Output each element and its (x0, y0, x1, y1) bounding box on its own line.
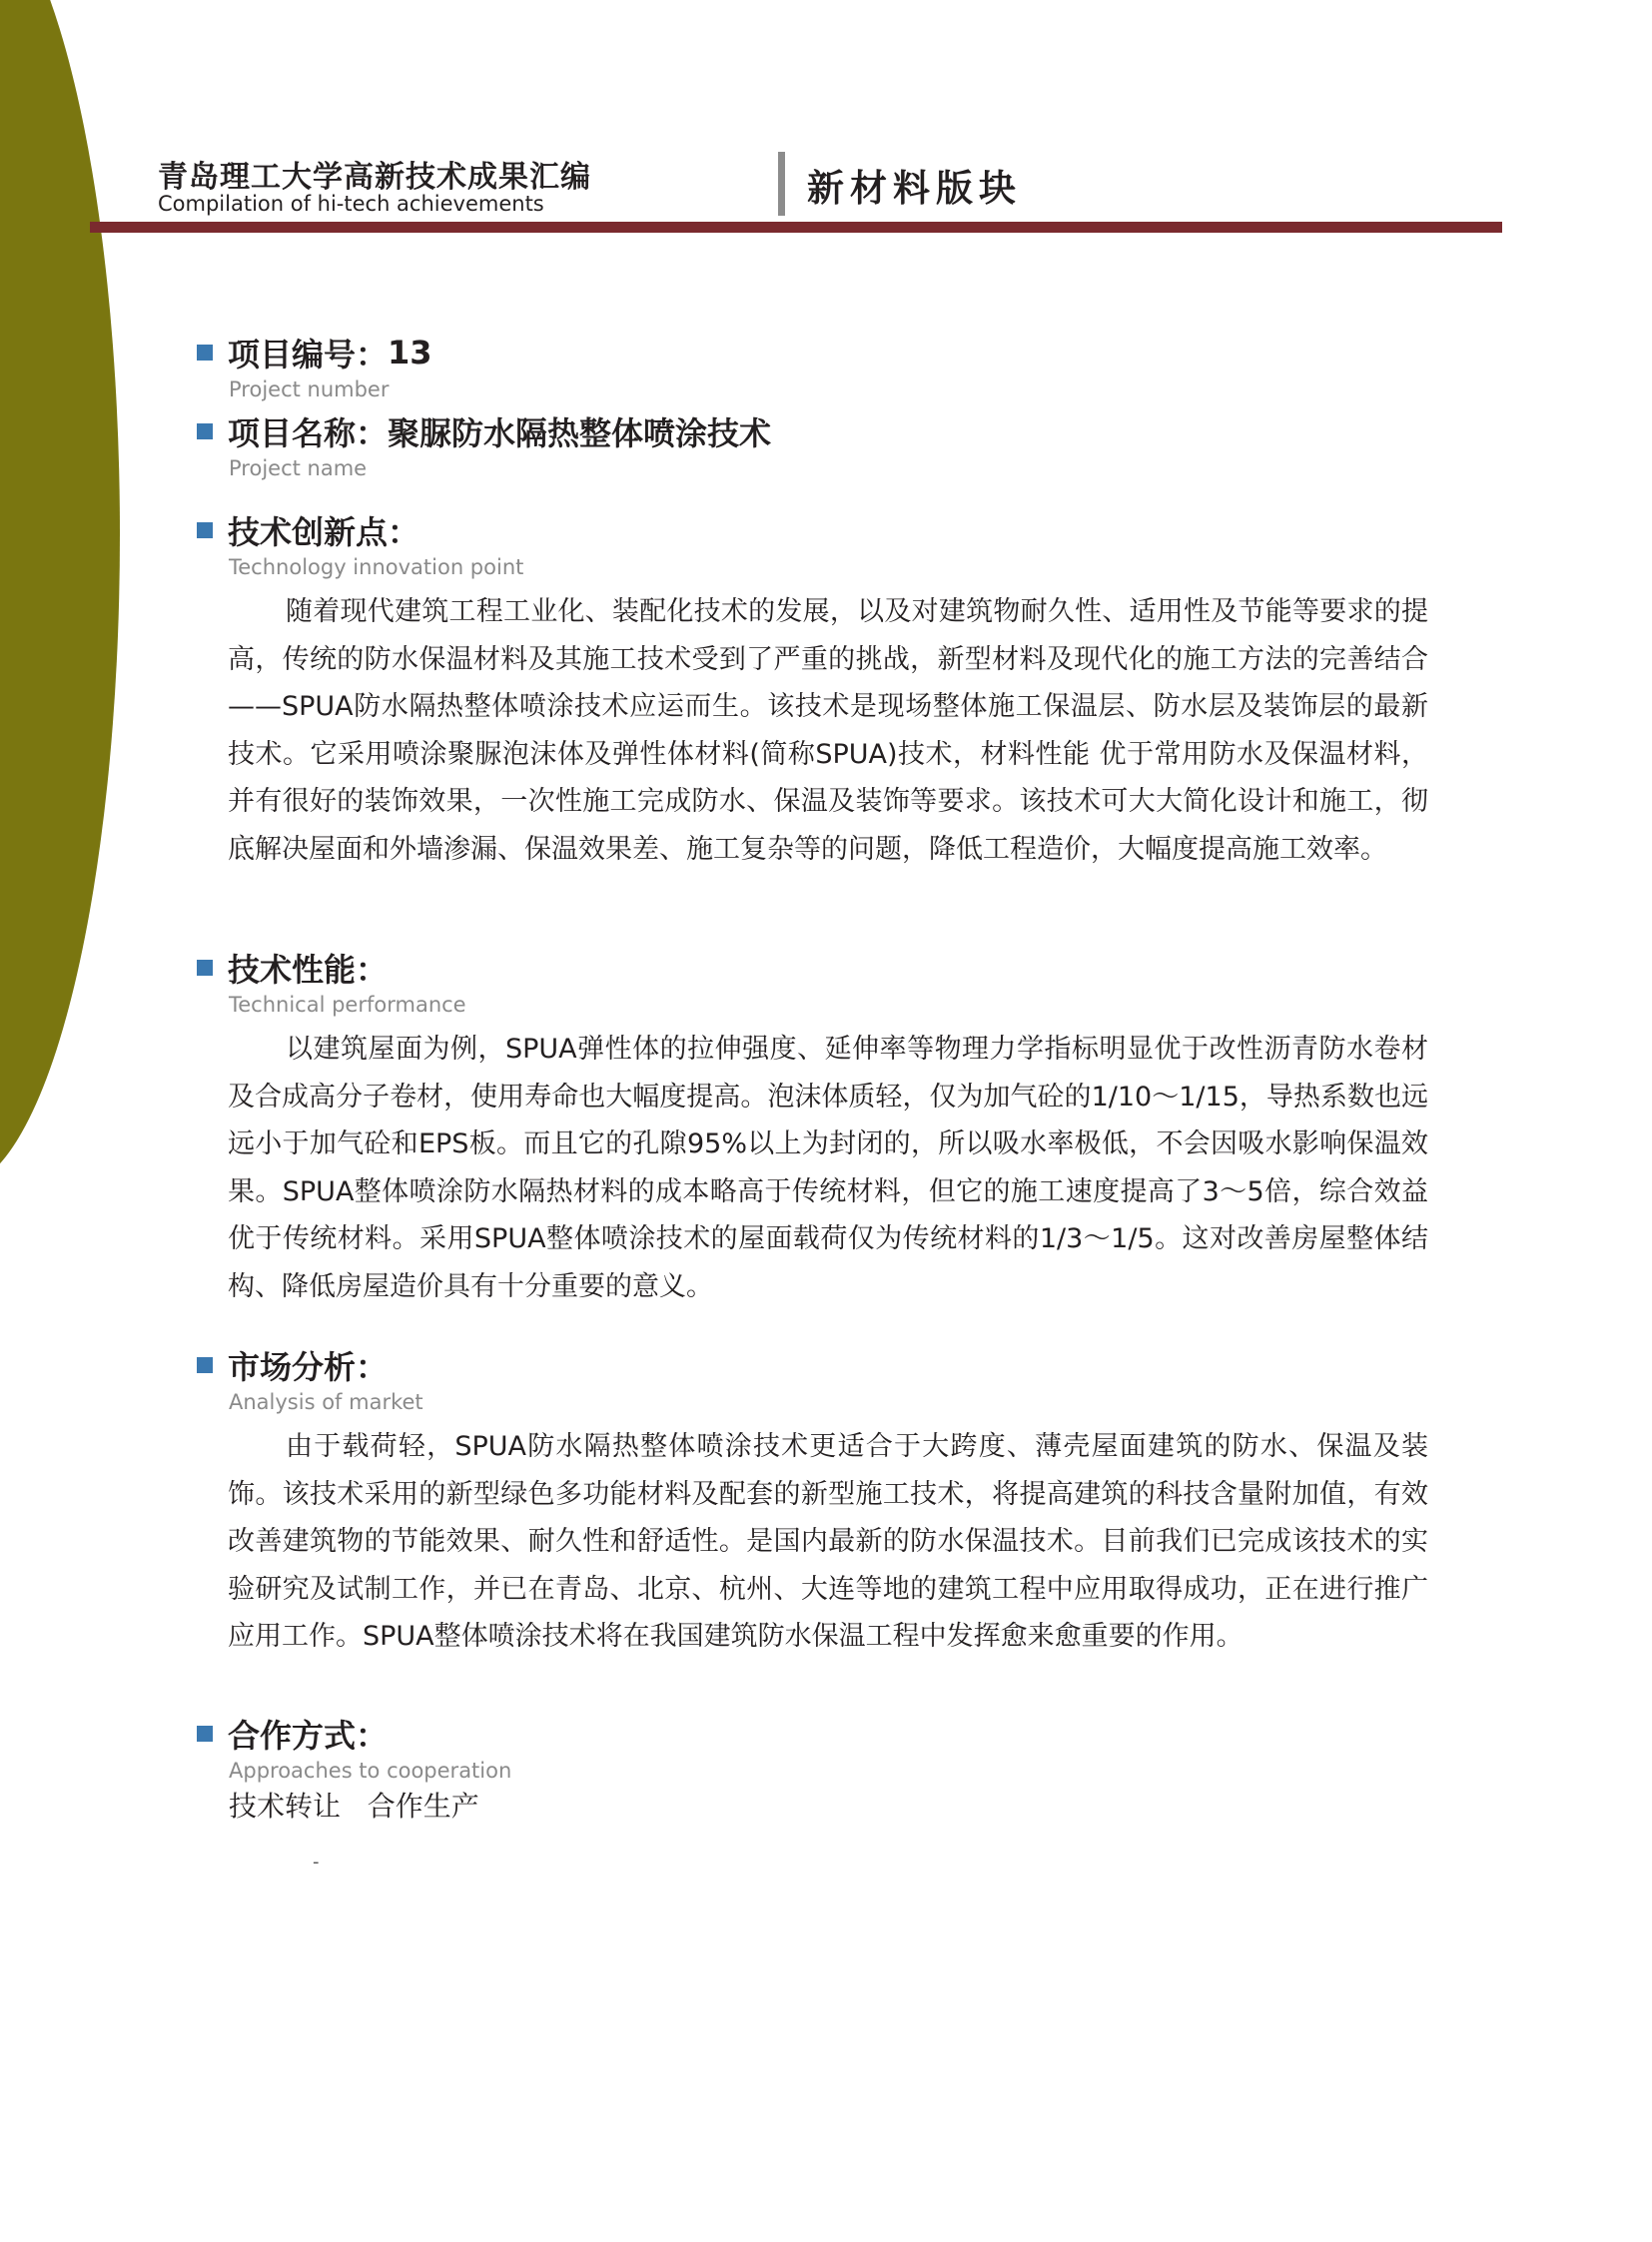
cooperation-heading (197, 1711, 511, 1783)
stray-mark: - (313, 1852, 320, 1872)
innovation-en: Technology innovation point (229, 555, 524, 579)
cooperation-en: Approaches to cooperation (229, 1759, 512, 1783)
market-paragraph: 由于载荷轻，SPUA防水隔热整体喷涂技术更适合于大跨度、薄壳屋面建筑的防水、保温及装饰。该技术采用的新型绿色多功能材料及配套的新型施工技术，将提高建筑的科技含量附加值，有效改善建筑物的节能效果、耐久性和舒适性。是国内最新的防水保温技术。目前我们已完成该技术的实验研究及试制工作，并已在青岛、北京、杭州、大连等地的建筑工程中应用取得成功，正在进行推广应用工作。SPUA整体喷涂技术将在我国建筑防水保温工程中发挥愈来愈重要的作用。 (228, 1431, 1428, 1652)
header-title: 青岛理工大学高新技术成果汇编 (158, 160, 591, 195)
section-label: 新材料版块 (807, 166, 1022, 210)
project-number-block (197, 330, 432, 401)
header-rule (90, 222, 1502, 233)
project-name-en: Project name (229, 456, 368, 480)
market-heading (197, 1342, 423, 1414)
header-subtitle: Compilation of hi-tech achievements (158, 192, 544, 216)
innovation-label: 技术创新点： (228, 513, 420, 551)
decorative-olive-shape (0, 0, 120, 1188)
market-label: 市场分析： (228, 1348, 389, 1386)
project-name-label: 项目名称： (228, 414, 389, 452)
bullet-square-icon (197, 960, 213, 976)
innovation-heading (197, 507, 523, 579)
project-number-value: 13 (388, 334, 432, 372)
bullet-square-icon (197, 522, 213, 538)
bullet-square-icon (197, 1357, 213, 1373)
bullet-square-icon (197, 423, 213, 439)
project-number-label: 项目编号： (228, 336, 389, 374)
market-en: Analysis of market (229, 1390, 423, 1414)
cooperation-label: 合作方式： (228, 1717, 389, 1755)
bullet-square-icon (197, 345, 213, 361)
performance-paragraph: 以建筑屋面为例，SPUA弹性体的拉伸强度、延伸率等物理力学指标明显优于改性沥青防水卷材及合成高分子卷材，使用寿命也大幅度提高。泡沫体质轻，仅为加气砼的1/10～1/15，导热系数也远远小于加气砼和EPS板。而且它的孔隙95%以上为封闭的，所以吸水率极低，不会因吸水影响保温效果。SPUA整体喷涂防水隔热材料的成本略高于传统材料，但它的施工速度提高了3～5倍，综合效益优于传统材料。采用SPUA整体喷涂技术的屋面载荷仅为传统材料的1/3～1/5。这对改善房屋整体结构、降低房屋造价具有十分重要的意义。 (228, 1034, 1428, 1302)
performance-en: Technical performance (229, 993, 466, 1017)
project-name-value: 聚脲防水隔热整体喷涂技术 (388, 414, 772, 452)
performance-label: 技术性能： (228, 951, 389, 989)
cooperation-methods: 技术转让 合作生产 (229, 1790, 479, 1823)
header-divider (778, 152, 785, 216)
innovation-paragraph: 随着现代建筑工程工业化、装配化技术的发展，以及对建筑物耐久性、适用性及节能等要求的提高，传统的防水保温材料及其施工技术受到了严重的挑战，新型材料及现代化的施工方法的完善结合——SPUA防水隔热整体喷涂技术应运而生。该技术是现场整体施工保温层、防水层及装饰层的最新技术。它采用喷涂聚脲泡沫体及弹性体材料(简称SPUA)技术，材料性能 优于常用防水及保温材料，并有很好的装饰效果，一次性施工完成防水、保温及装饰等要求。该技术可大大简化设计和施工，彻底解决屋面和外墙渗漏、保温效果差、施工复杂等的问题，降低工程造价，大幅度提高施工效率。 (228, 596, 1428, 865)
performance-heading (197, 945, 466, 1017)
project-name-block (197, 408, 771, 480)
project-number-en: Project number (229, 377, 390, 401)
bullet-square-icon (197, 1726, 213, 1742)
